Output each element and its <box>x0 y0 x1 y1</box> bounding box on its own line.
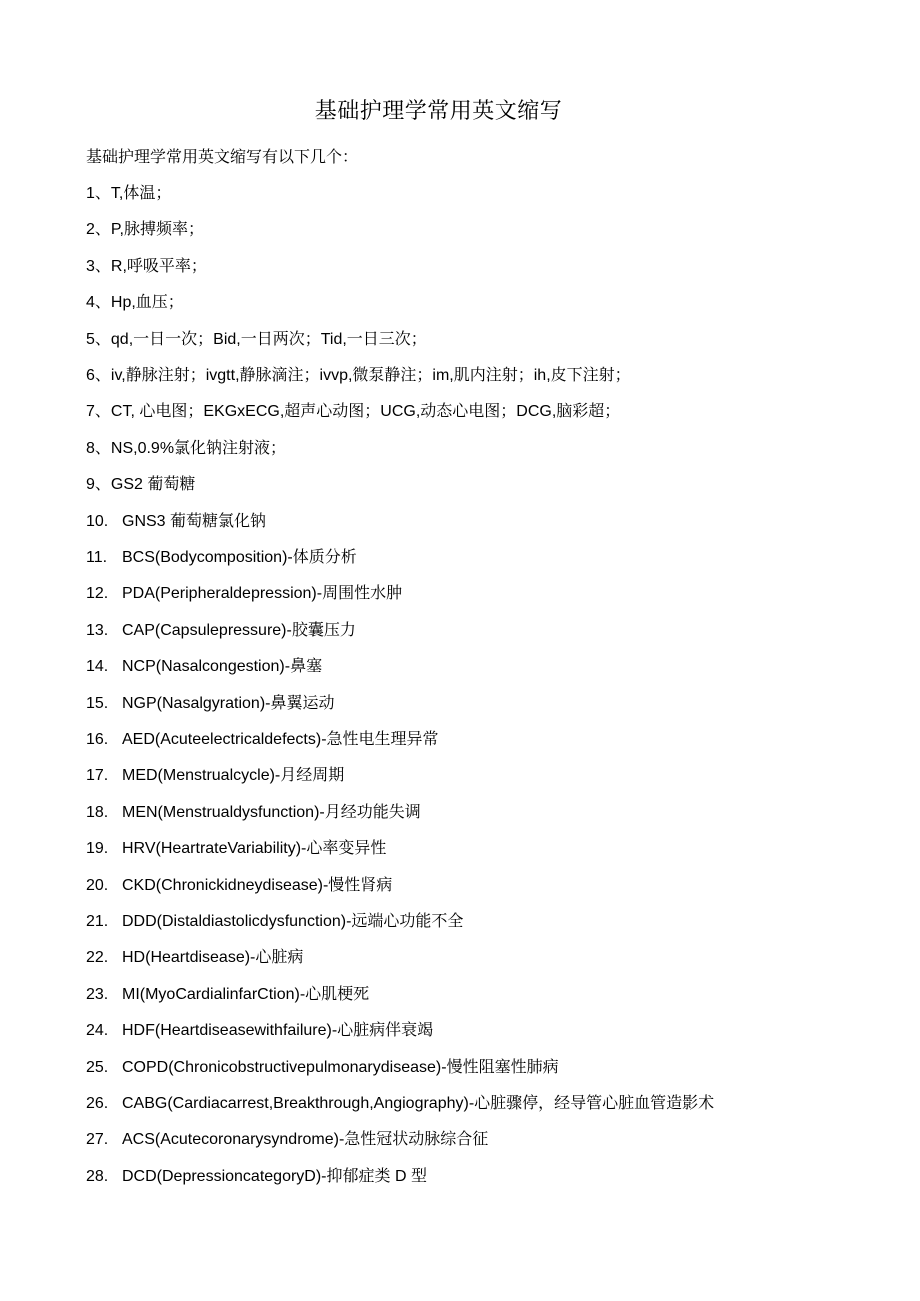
list-item <box>86 181 171 207</box>
list-item-number: 4、 <box>86 294 111 311</box>
document-title: 基础护理学常用英文缩写 <box>314 99 563 124</box>
list-item-text: HDF(Heartdiseasewithfailure)-心脏病伴衰竭 <box>122 1022 434 1039</box>
list-item <box>86 290 184 316</box>
list-item <box>86 1018 433 1044</box>
list-item <box>86 509 266 535</box>
list-item-number: 27. <box>86 1131 109 1148</box>
list-item-text: CAP(Capsulepressure)-胶囊压力 <box>122 622 356 639</box>
list-item-number: 23. <box>86 986 109 1003</box>
list-item-text: MED(Menstrualcycle)-月经周期 <box>122 767 345 784</box>
list-item <box>86 1127 488 1153</box>
list-item-text: iv,静脉注射；ivgtt,静脉滴注；ivvp,微泵静注；im,肌内注射；ih,皮下注射； <box>110 367 631 384</box>
list-item-text: NS,0.9%氯化钠注射液； <box>110 440 287 457</box>
list-item <box>86 800 421 826</box>
list-item-number: 17. <box>86 767 109 784</box>
list-item <box>86 873 392 899</box>
document-intro: 基础护理学常用英文缩写有以下几个： <box>86 149 359 166</box>
list-item-text: P,脉搏频率； <box>110 221 204 238</box>
list-item-text: CKD(Chronickidneydisease)-慢性肾病 <box>122 877 393 894</box>
list-item-number: 2、 <box>86 221 111 238</box>
list-item-text: ACS(Acutecoronarysyndrome)-急性冠状动脉综合征 <box>122 1131 489 1148</box>
list-item <box>86 327 427 353</box>
list-item-text: HD(Heartdisease)-心脏病 <box>122 949 304 966</box>
list-item-text: NCP(Nasalcongestion)-鼻塞 <box>122 658 323 675</box>
list-item-number: 3、 <box>86 258 111 275</box>
list-item <box>86 618 356 644</box>
list-item-text: DDD(Distaldiastolicdysfunction)-远端心功能不全 <box>122 913 464 930</box>
list-item-text: MI(MyoCardialinfarCtion)-心肌梗死 <box>122 986 370 1003</box>
list-item-number: 6、 <box>86 367 111 384</box>
list-item-number: 24. <box>86 1022 109 1039</box>
list-item-number: 20. <box>86 877 109 894</box>
list-item <box>86 399 620 425</box>
list-item-number: 26. <box>86 1095 109 1112</box>
list-item <box>86 1091 714 1117</box>
list-item-text: HRV(HeartrateVariability)-心率变异性 <box>122 840 387 857</box>
list-item-text: T,体温； <box>110 185 172 202</box>
list-item-number: 1、 <box>86 185 111 202</box>
list-item <box>86 909 463 935</box>
list-item <box>86 727 439 753</box>
list-item-text: Hp,血压； <box>110 294 184 311</box>
list-item-number: 19. <box>86 840 109 857</box>
list-item <box>86 836 386 862</box>
list-item-number: 15. <box>86 695 109 712</box>
list-item <box>86 1055 559 1081</box>
list-item <box>86 254 207 280</box>
list-item-text: COPD(Chronicobstructivepulmonarydisease)-慢性阻塞性肺病 <box>122 1059 559 1076</box>
list-item <box>86 217 204 243</box>
list-item-number: 22. <box>86 949 109 966</box>
list-item-number: 28. <box>86 1168 109 1185</box>
list-item-number: 13. <box>86 622 109 639</box>
list-item-number: 18. <box>86 804 109 821</box>
list-item <box>86 581 402 607</box>
list-item-text: BCS(Bodycomposition)-体质分析 <box>122 549 357 566</box>
list-item-text: qd,一日一次；Bid,一日两次；Tid,一日三次； <box>110 331 427 348</box>
list-item-text: CT, 心电图；EKGxECG,超声心动图；UCG,动态心电图；DCG,脑彩超； <box>110 403 621 420</box>
list-item-text: MEN(Menstrualdysfunction)-月经功能失调 <box>122 804 421 821</box>
list-item <box>86 363 631 389</box>
list-item <box>86 763 344 789</box>
list-item-number: 11. <box>86 549 108 566</box>
list-item <box>86 691 335 717</box>
list-item-number: 16. <box>86 731 109 748</box>
list-item <box>86 654 322 680</box>
list-item-text: CABG(Cardiacarrest,Breakthrough,Angiography)-心脏骤停，经导管心脏血管造影术 <box>122 1095 715 1112</box>
list-item-number: 21. <box>86 913 109 930</box>
list-item-number: 9、 <box>86 476 111 493</box>
list-item <box>86 472 195 498</box>
list-item-number: 5、 <box>86 331 111 348</box>
list-item <box>86 436 286 462</box>
list-item-number: 10. <box>86 513 109 530</box>
list-item <box>86 945 303 971</box>
list-item-text: DCD(DepressioncategoryD)-抑郁症类 D 型 <box>122 1168 427 1185</box>
list-item <box>86 982 369 1008</box>
list-item-number: 14. <box>86 658 109 675</box>
list-item <box>86 1164 427 1190</box>
list-item-text: PDA(Peripheraldepression)-周围性水肿 <box>122 585 403 602</box>
list-item-text: GNS3 葡萄糖氯化钠 <box>122 513 267 530</box>
list-item-text: AED(Acuteelectricaldefects)-急性电生理异常 <box>122 731 439 748</box>
list-item-text: NGP(Nasalgyration)-鼻翼运动 <box>122 695 335 712</box>
list-item-text: GS2 葡萄糖 <box>110 476 196 493</box>
list-item-number: 12. <box>86 585 109 602</box>
list-item-text: R,呼吸平率； <box>110 258 207 275</box>
list-item <box>86 545 357 571</box>
list-item-number: 7、 <box>86 403 111 420</box>
list-item-number: 8、 <box>86 440 111 457</box>
list-item-number: 25. <box>86 1059 109 1076</box>
